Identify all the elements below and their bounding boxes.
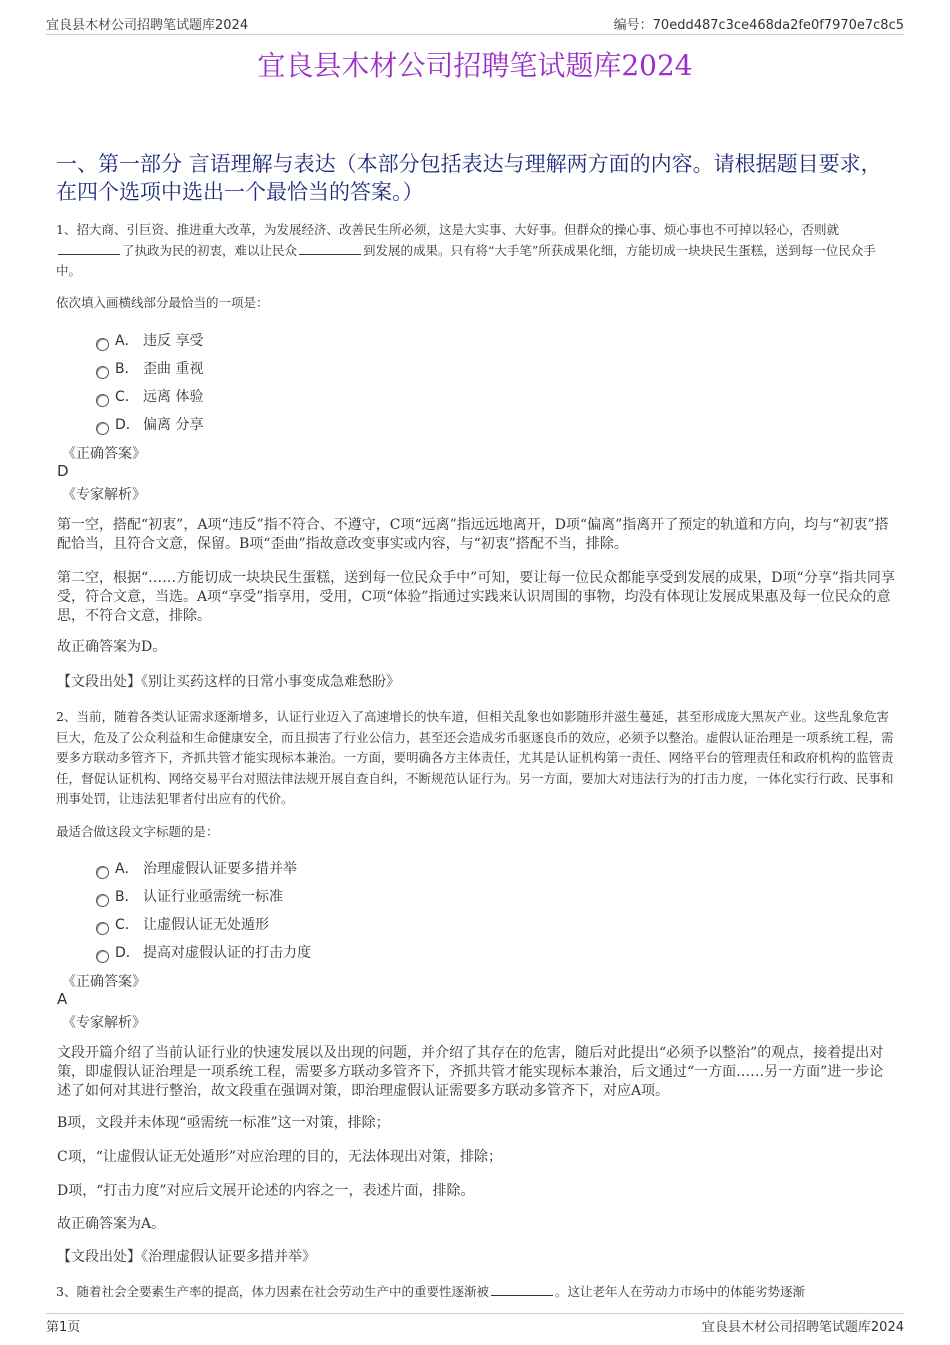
option-letter: C． [115, 389, 139, 405]
header-doc-title: 宜良县木材公司招聘笔试题库2024 [46, 18, 249, 33]
section-heading: 一、第一部分 言语理解与表达（本部分包括表达与理解两方面的内容。请根据题目要求，在四个选项中选出一个最恰当的答案。） [56, 152, 882, 204]
header-doc-id: 编号：70edd487c3ce468da2fe0f7970e7c8c5 [613, 18, 904, 33]
correct-answer-label: 《正确答案》 [62, 974, 146, 990]
question-1-prompt: 依次填入画横线部分最恰当的一项是： [56, 295, 269, 310]
question-2-option-b[interactable] [96, 886, 283, 906]
question-1-option-c[interactable] [96, 386, 203, 406]
analysis-paragraph: B项，文段并未体现“亟需统一标准”这一对策，排除； [57, 1115, 390, 1131]
analysis-paragraph: 文段开篇介绍了当前认证行业的快速发展以及出现的问题，并介绍了其存在的危害，随后对此提出“必须予以整治”的观点，接着提出对策，即虚假认证治理是一项系统工程，需要多方联动多管齐下，齐抓共管才能实现标本兼治，后文通过“一方面……另一方面”进一步论述了如何对其进行整治，故文段重在强调对策，即治理虚假认证需要多方联动多管齐下，对应A项。 [57, 1045, 884, 1099]
option-letter: D． [115, 945, 140, 961]
correct-answer-label: 《正确答案》 [62, 446, 146, 462]
answer-blank [299, 242, 361, 255]
correct-answer-value: D [57, 462, 69, 480]
correct-answer-value: A [57, 990, 68, 1008]
radio-icon[interactable] [96, 866, 109, 879]
header-divider [46, 34, 904, 35]
radio-icon[interactable] [96, 922, 109, 935]
question-3-text-part-a: 3、随着社会全要素生产率的提高，体力因素在社会劳动生产中的重要性逐渐被 [56, 1284, 489, 1299]
analysis-conclusion: 故正确答案为A。 [57, 1216, 166, 1232]
option-letter: A． [115, 333, 139, 349]
option-letter: A． [115, 861, 139, 877]
question-2-option-d[interactable] [96, 942, 311, 962]
option-letter: B． [115, 889, 139, 905]
option-text: 远离 体验 [143, 389, 204, 405]
option-text: 认证行业亟需统一标准 [143, 889, 283, 905]
radio-icon[interactable] [96, 950, 109, 963]
option-text: 提高对虚假认证的打击力度 [143, 945, 311, 961]
option-text: 让虚假认证无处遁形 [143, 917, 269, 933]
question-3-text [56, 1282, 896, 1303]
analysis-paragraph: 第一空，搭配“初衷”，A项“违反”指不符合、不遵守，C项“远离”指远远地离开，D项“偏离”指离开了预定的轨道和方向，均与“初衷”搭配恰当，且符合文意，保留。B项“歪曲”指故意改变事实或内容，与“初衷”搭配不当，排除。 [57, 517, 889, 552]
question-1-option-a[interactable] [96, 330, 203, 350]
question-1-text-part-c: 到发展的成果。只有将“大手笔”所获成果化细，方能切成一块块民生蛋糕，送到每一位民众手中。 [56, 242, 876, 278]
option-text: 治理虚假认证要多措并举 [143, 861, 297, 877]
source-citation: 【文段出处】《治理虚假认证要多措并举》 [57, 1249, 316, 1265]
expert-analysis-label: 《专家解析》 [62, 1015, 146, 1031]
footer-divider [46, 1313, 904, 1314]
option-letter: D． [115, 417, 140, 433]
answer-blank [58, 242, 120, 255]
question-1-option-d[interactable] [96, 414, 203, 434]
question-1-option-b[interactable] [96, 358, 203, 378]
radio-icon[interactable] [96, 366, 109, 379]
option-text: 歪曲 重视 [143, 361, 204, 377]
page-title: 宜良县木材公司招聘笔试题库2024 [257, 49, 693, 82]
page-number: 第1页 [46, 1320, 81, 1335]
radio-icon[interactable] [96, 894, 109, 907]
analysis-paragraph: 第二空，根据“……方能切成一块块民生蛋糕，送到每一位民众手中”可知，要让每一位民众都能享受到发展的成果，D项“分享”指共同享受，符合文意，当选。A项“享受”指享用，受用，C项“体验”指通过实践来认识周围的事物，均没有体现让发展成果惠及每一位民众的意思，不符合文意，排除。 [57, 570, 895, 624]
question-2-text: 2、当前，随着各类认证需求逐渐增多，认证行业迈入了高速增长的快车道，但相关乱象也如影随形并滋生蔓延，甚至形成庞大黑灰产业。这些乱象危害巨大，危及了公众利益和生命健康安全，而且损害了行业公信力，甚至还会造成劣币驱逐良币的效应，必须予以整治。虚假认证治理是一项系统工程，需要多方联动多管齐下，齐抓共管才能实现标本兼治。一方面，要明确各方主体责任，尤其是认证机构第一责任、网络平台的管理责任和政府机构的监管责任，督促认证机构、网络交易平台对照法律法规开展自查自纠，不断规范认证行为。另一方面，要加大对违法行为的打击力度，一体化实行行政、民事和刑事处罚，让违法犯罪者付出应有的代价。 [56, 709, 894, 806]
source-citation: 【文段出处】《别让买药这样的日常小事变成急难愁盼》 [57, 674, 400, 690]
question-2-prompt: 最适合做这段文字标题的是： [56, 824, 219, 839]
radio-icon[interactable] [96, 422, 109, 435]
question-2-option-a[interactable] [96, 858, 297, 878]
question-1-text-part-a: 1、招大商、引巨资、推进重大改革，为发展经济、改善民生所必须，这是大实事、大好事。但群众的操心事、烦心事也不可掉以轻心，否则就 [56, 222, 839, 237]
answer-blank [491, 1283, 553, 1296]
radio-icon[interactable] [96, 394, 109, 407]
radio-icon[interactable] [96, 338, 109, 351]
question-1-text-part-b: 了执政为民的初衷，难以让民众 [122, 242, 298, 258]
option-letter: B． [115, 361, 139, 377]
option-text: 偏离 分享 [143, 417, 204, 433]
question-2-option-c[interactable] [96, 914, 269, 934]
option-letter: C． [115, 917, 139, 933]
option-text: 违反 享受 [143, 333, 204, 349]
expert-analysis-label: 《专家解析》 [62, 487, 146, 503]
analysis-paragraph: C项，“让虚假认证无处遁形”对应治理的目的，无法体现出对策，排除； [57, 1149, 503, 1165]
question-1-text [56, 220, 896, 282]
analysis-paragraph: D项，“打击力度”对应后文展开论述的内容之一，表述片面，排除。 [57, 1183, 475, 1199]
footer-doc-title: 宜良县木材公司招聘笔试题库2024 [701, 1320, 904, 1335]
question-3-text-part-b: 。这让老年人在劳动力市场中的体能劣势逐渐 [554, 1284, 805, 1299]
analysis-conclusion: 故正确答案为D。 [57, 639, 167, 655]
